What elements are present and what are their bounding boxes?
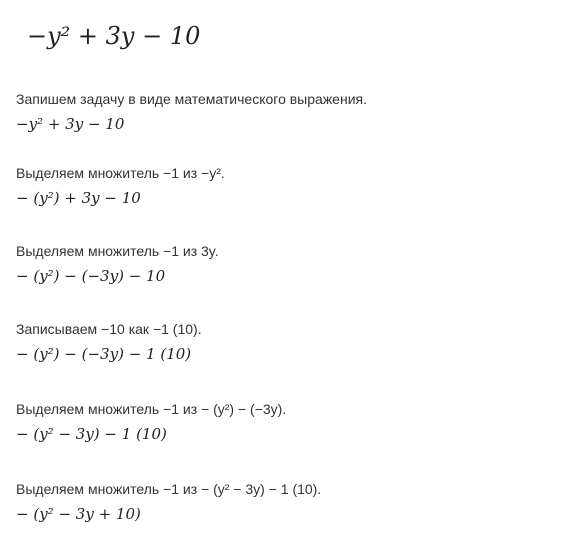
step-caption: Выделяем множитель −1 из − (y²) − (−3y). (16, 401, 287, 417)
step-caption: Выделяем множитель −1 из 3y. (16, 243, 219, 259)
step-4 (16, 320, 576, 364)
step-3 (16, 242, 576, 286)
step-caption: Записываем −10 как −1 (10). (16, 321, 202, 337)
step-expression: − (y² − 3y) − 1 (10) (16, 425, 167, 443)
step-expression: − (y²) − (−3y) − 1 (10) (16, 345, 192, 363)
step-expression: −y² + 3y − 10 (16, 115, 125, 133)
step-5 (16, 400, 576, 444)
step-caption: Выделяем множитель −1 из −y². (16, 165, 225, 181)
step-caption: Выделяем множитель −1 из − (y² − 3y) − 1 (10). (16, 481, 322, 497)
step-expression: − (y²) − (−3y) − 10 (16, 267, 166, 285)
problem-expression: −y² + 3y − 10 (27, 22, 201, 50)
step-2 (16, 164, 576, 208)
step-expression: − (y² − 3y + 10) (16, 505, 141, 523)
step-1 (16, 90, 576, 134)
step-expression: − (y²) + 3y − 10 (16, 189, 141, 207)
step-caption: Запишем задачу в виде математического выражения. (16, 91, 367, 107)
step-6 (16, 480, 576, 524)
